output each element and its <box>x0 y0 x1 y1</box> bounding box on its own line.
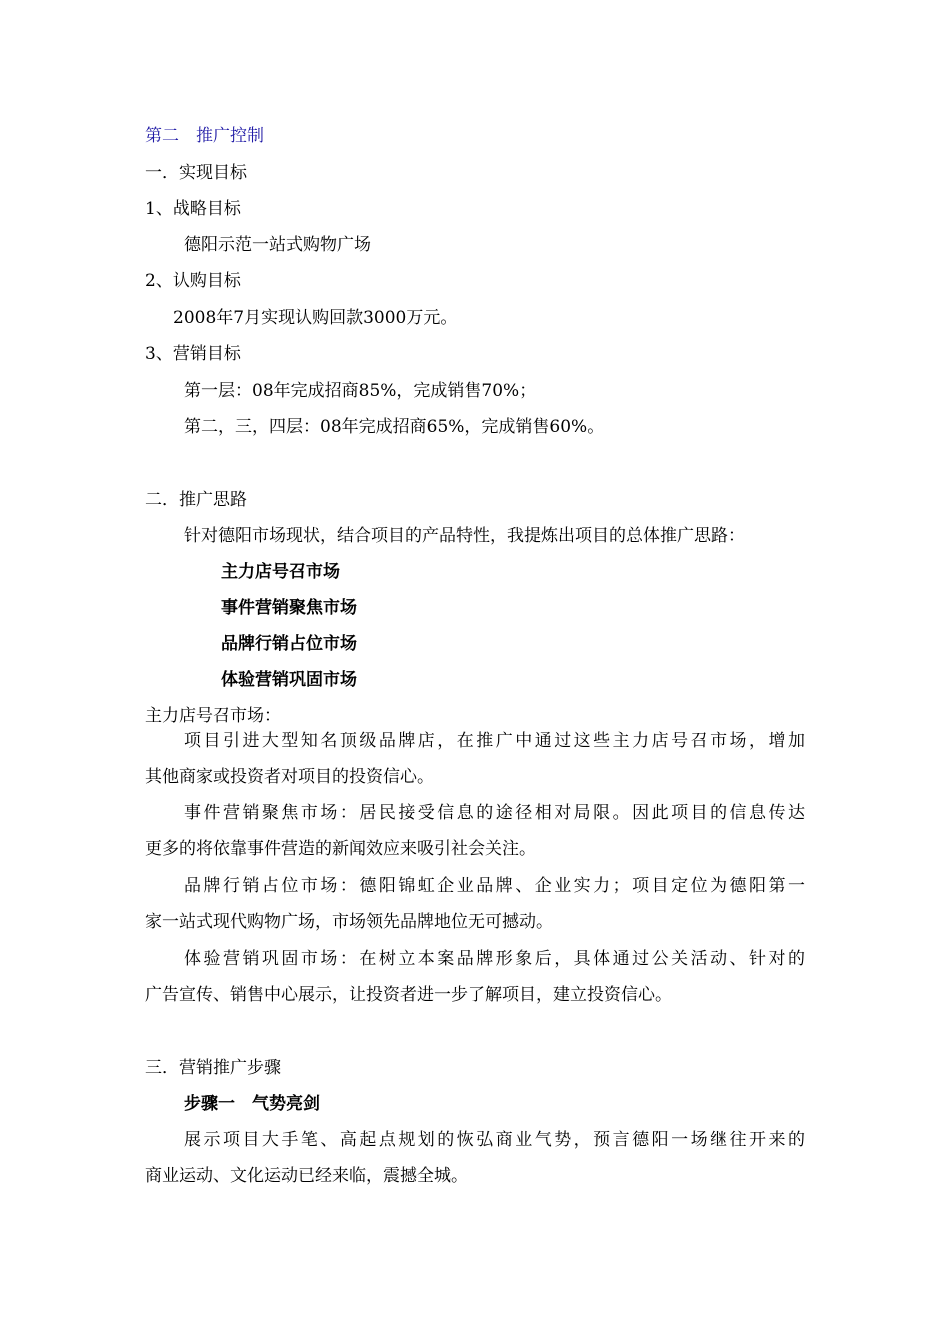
paragraph-line: 广告宣传、销售中心展示，让投资者进一步了解项目，建立投资信心。 <box>145 985 672 1005</box>
strategy-item: 事件营销聚焦市场 <box>221 598 357 618</box>
section-title: 第二 推广控制 <box>145 126 264 146</box>
part2-intro: 针对德阳市场现状，结合项目的产品特性，我提炼出项目的总体推广思路： <box>184 526 745 546</box>
goal-text-marketing-floor1: 第一层：08年完成招商85%，完成销售70%； <box>184 381 537 401</box>
part3-heading: 三．营销推广步骤 <box>145 1058 281 1078</box>
paragraph-line: 商业运动、文化运动已经来临，震撼全城。 <box>145 1166 468 1186</box>
goal-label-marketing: 3、营销目标 <box>145 344 241 364</box>
goal-label-subscription: 2、认购目标 <box>145 271 241 291</box>
paragraph-line: 展示项目大手笔、高起点规划的恢弘商业气势，预言德阳一场继往开来的 <box>184 1130 805 1150</box>
strategy-item: 体验营销巩固市场 <box>221 670 357 690</box>
goal-label-strategy: 1、战略目标 <box>145 199 241 219</box>
goal-text-subscription: 2008年7月实现认购回款3000万元。 <box>173 308 458 328</box>
strategy-item: 主力店号召市场 <box>221 562 340 582</box>
paragraph-line: 其他商家或投资者对项目的投资信心。 <box>145 767 434 787</box>
paragraph-line: 体验营销巩固市场：在树立本案品牌形象后，具体通过公关活动、针对的 <box>184 949 805 969</box>
part1-heading: 一．实现目标 <box>145 163 247 183</box>
goal-text-marketing-floors234: 第二，三，四层：08年完成招商65%，完成销售60%。 <box>184 417 605 437</box>
part2-heading: 二．推广思路 <box>145 490 247 510</box>
paragraph-line: 品牌行销占位市场：德阳锦虹企业品牌、企业实力；项目定位为德阳第一 <box>184 876 805 896</box>
paragraph-line: 更多的将依靠事件营造的新闻效应来吸引社会关注。 <box>145 839 536 859</box>
strategy-item: 品牌行销占位市场 <box>221 634 357 654</box>
paragraph-line: 家一站式现代购物广场，市场领先品牌地位无可撼动。 <box>145 912 553 932</box>
goal-text-strategy: 德阳示范一站式购物广场 <box>184 235 371 255</box>
paragraph-line: 事件营销聚焦市场：居民接受信息的途径相对局限。因此项目的信息传达 <box>184 803 805 823</box>
part2-subheading: 主力店号召市场： <box>145 706 281 726</box>
paragraph-line: 项目引进大型知名顶级品牌店，在推广中通过这些主力店号召市场，增加 <box>184 731 805 751</box>
step-title: 步骤一 气势亮剑 <box>184 1094 320 1114</box>
